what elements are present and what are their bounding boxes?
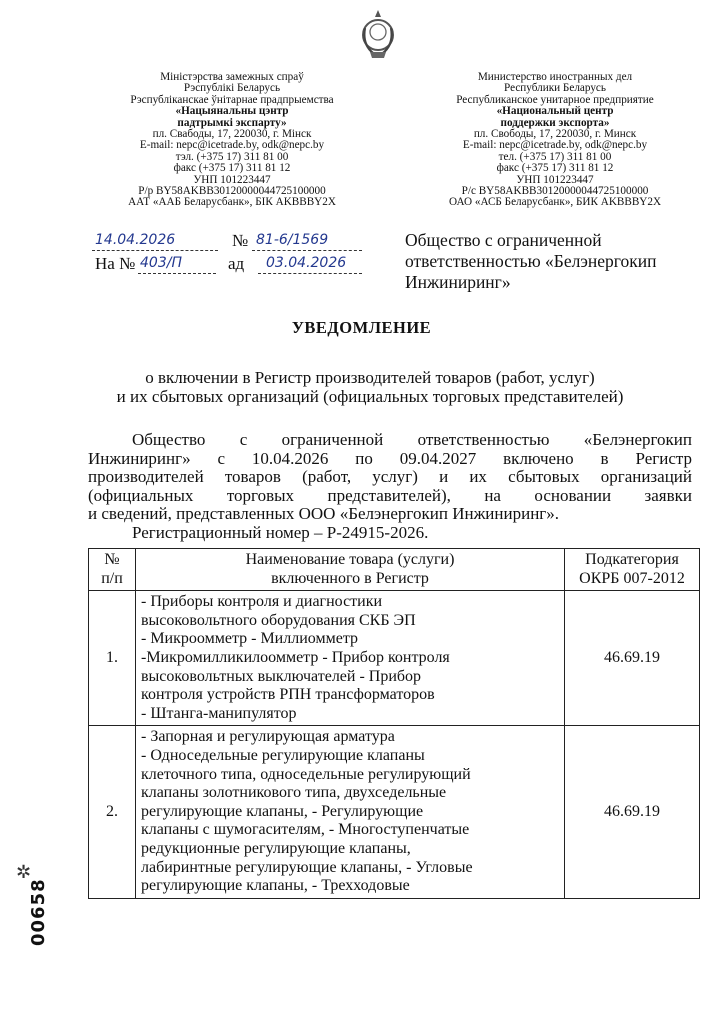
header-left-account: Р/р BY58AKBB30120000044725100000 [138, 185, 326, 198]
header-left-line: Міністэрства замежных спраў [160, 71, 304, 83]
number-underline [252, 250, 362, 251]
header-right-line: Республиканское унитарное предприятие [456, 93, 654, 106]
goods-line: высоковольтных выключателей - Прибор [141, 667, 422, 685]
body-line: производителей товаров (работ, услуг) и их сбытовых организаций [88, 467, 692, 487]
goods-line: -Микромилликилоомметр - Прибор контроля [141, 648, 450, 666]
row-number: 1. [89, 591, 136, 726]
body-line: Инжиниринг» с 10.04.2026 по 09.04.2027 включено в Регистр [88, 448, 692, 468]
incoming-date-underline [258, 273, 362, 274]
addressee-line: Инжиниринг» [405, 272, 511, 292]
header-left-address: пл. Свабоды, 17, 220030, г. Мінск [152, 128, 312, 141]
asterisk-icon: ✲ [16, 862, 32, 883]
register-table [88, 548, 700, 899]
state-emblem [357, 8, 399, 60]
header-left-fax: факс (+375 17) 311 81 12 [173, 162, 291, 175]
table-row [89, 726, 700, 898]
body-text [88, 431, 692, 543]
goods-line: - Штанга-манипулятор [141, 704, 297, 722]
header-right-org-name: поддержки экспорта» [500, 116, 610, 129]
on-number-label: На № [95, 254, 136, 273]
header-right-phone: тел. (+375 17) 311 81 00 [498, 150, 612, 163]
body-line: Общество с ограниченной ответственностью «Белэнергокип [132, 430, 692, 449]
goods-line: - Приборы контроля и диагностики [141, 593, 383, 611]
header-left-org-name: «Нацыянальны цэнтр [175, 105, 289, 118]
table-row [89, 591, 700, 726]
goods-line: высоковольтного оборудования СКБ ЭП [141, 611, 416, 629]
date-underline [92, 250, 218, 251]
header-right-line: Республики Беларусь [504, 82, 606, 95]
header-left-unp: УНП 101223447 [193, 173, 271, 186]
header-left-bank: ААТ «ААБ Беларусбанк», БІК AKBBBY2X [128, 196, 336, 209]
incoming-number: 403/П [140, 255, 182, 271]
header-num-line: п/п [101, 569, 123, 587]
goods-line: лабиринтные регулирующие клапаны, - Угловые [141, 858, 473, 876]
header-right-org-name: «Национальный центр [496, 105, 614, 118]
header-code-line: Подкатегория [585, 551, 679, 568]
header-right-account: Р/с BY58AKBB30120000044725100000 [461, 185, 649, 198]
incoming-date: 03.04.2026 [266, 255, 347, 271]
header-code-line: ОКРБ 007-2012 [579, 569, 685, 587]
header-left-line: Рэспубліканскае ўнітарнае прадпрыемства [130, 93, 334, 106]
addressee-line: ответственностью «Белэнергокип [405, 251, 657, 271]
header-right-bank: ОАО «АСБ Беларусбанк», БИК AKBBBY2X [448, 196, 662, 209]
row-code: 46.69.19 [565, 726, 700, 898]
table-header-row [89, 549, 700, 591]
header-right-email: E-mail: nepc@icetrade.by, odk@nepc.by [462, 139, 648, 152]
form-serial-number: 00658 [28, 878, 49, 946]
addressee-line: Общество с ограниченной [405, 230, 602, 250]
header-left-phone: тэл. (+375 17) 311 81 00 [175, 150, 289, 163]
header-right [410, 72, 700, 209]
header-right-fax: факс (+375 17) 311 81 12 [496, 162, 614, 175]
header-num [89, 549, 136, 591]
subject-line: о включении в Регистр производителей товаров (работ, услуг) [145, 368, 595, 387]
header-code [565, 549, 700, 591]
subject-line: и их сбытовых организаций (официальных торговых представителей) [116, 387, 624, 406]
header-left-email: E-mail: nepc@icetrade.by, odk@nepc.by [139, 139, 325, 152]
header-right-address: пл. Свободы, 17, 220030, г. Минск [473, 128, 637, 141]
row-number: 2. [89, 726, 136, 898]
row-goods [136, 591, 565, 726]
document-subject [60, 368, 680, 406]
goods-line: - Микроомметр - Миллиомметр [141, 630, 359, 648]
document-title: УВЕДОМЛЕНИЕ [291, 318, 432, 337]
incoming-number-underline [138, 273, 216, 274]
row-goods [136, 726, 565, 898]
header-num-line: № [104, 551, 120, 568]
header-left [92, 72, 372, 209]
outgoing-date: 14.04.2026 [95, 232, 176, 248]
number-sign: № [232, 231, 249, 250]
goods-line: регулирующие клапаны, - Трехходовые [141, 877, 410, 895]
registration-number: Регистрационный номер – Р-24915-2026. [132, 522, 429, 542]
from-label: ад [228, 254, 245, 273]
goods-line: - Запорная и регулирующая арматура [141, 728, 395, 746]
header-left-org-name: падтрымкі экспарту» [177, 116, 287, 129]
row-code: 46.69.19 [565, 591, 700, 726]
body-line: (официальных торговых представителей), на основании заявки [88, 485, 692, 505]
body-line: и сведений, представленных ООО «Белэнергокип Инжиниринг». [88, 504, 560, 524]
goods-line: - Односедельные регулирующие клапаны [141, 746, 425, 764]
goods-line: регулирующие клапаны, - Регулирующие [141, 802, 424, 820]
header-name-line: Наименование товара (услуги) [245, 551, 455, 568]
goods-line: клапаны с шумогасителям, - Многоступенчатые [141, 821, 470, 839]
header-right-unp: УНП 101223447 [516, 173, 594, 186]
header-left-line: Рэспублікі Беларусь [183, 82, 281, 95]
goods-line: клеточного типа, односедельные регулирующий [141, 765, 471, 783]
header-right-line: Министерство иностранных дел [477, 71, 633, 83]
outgoing-number: 81-6/1569 [256, 232, 329, 248]
goods-line: контроля устройств РПН трансформаторов [141, 686, 435, 704]
goods-line: редукционные регулирующие клапаны, [141, 839, 411, 857]
header-name-line: включенного в Регистр [271, 569, 429, 587]
header-name [136, 549, 565, 591]
goods-line: клапаны золотникового типа, двухседельные [141, 784, 447, 802]
addressee [405, 230, 705, 293]
